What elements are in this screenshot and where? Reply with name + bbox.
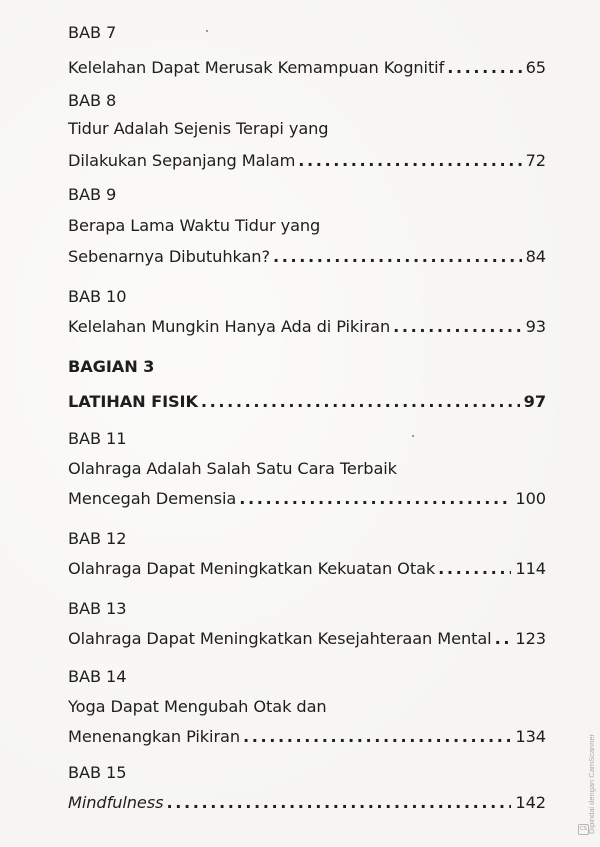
- dot-leader: [298, 148, 521, 174]
- page-number: 72: [525, 151, 546, 170]
- camscanner-icon: CS: [578, 824, 589, 835]
- toc-entry: [68, 724, 546, 750]
- dot-leader: [393, 314, 521, 340]
- toc-entry-line: [68, 116, 546, 142]
- entry-title: Dilakukan Sepanjang Malam: [68, 151, 296, 170]
- dot-leader: [201, 389, 520, 415]
- dot-leader: [166, 790, 511, 816]
- chapter-heading: BAB 8: [68, 91, 117, 110]
- page-number: 100: [515, 489, 546, 508]
- watermark-text: Dipindai dengan CamScanner: [587, 733, 596, 834]
- dot-leader: [447, 55, 521, 81]
- entry-title: Olahraga Dapat Meningkatkan Kesejahteraan Mental: [68, 629, 492, 648]
- entry-title: Kelelahan Mungkin Hanya Ada di Pikiran: [68, 317, 391, 336]
- dot-leader: [239, 486, 511, 512]
- toc-entry: [68, 626, 546, 652]
- chapter-heading: BAB 12: [68, 529, 127, 548]
- toc-entry: [68, 55, 546, 81]
- chapter-heading: BAB 11: [68, 429, 127, 448]
- chapter-heading: BAB 15: [68, 763, 127, 782]
- toc-entry: [68, 148, 546, 174]
- entry-title: Olahraga Dapat Meningkatkan Kekuatan Otak: [68, 559, 436, 578]
- entry-title: Mindfulness: [68, 793, 164, 812]
- entry-title: Yoga Dapat Mengubah Otak dan: [68, 697, 327, 716]
- entry-title: Sebenarnya Dibutuhkan?: [68, 247, 270, 266]
- chapter-heading: BAB 7: [68, 23, 117, 42]
- dot-leader: [273, 244, 522, 270]
- toc-entry: [68, 244, 546, 270]
- page-number: 93: [525, 317, 546, 336]
- entry-title: Olahraga Adalah Salah Satu Cara Terbaik: [68, 459, 397, 478]
- toc-entry-line: [68, 456, 546, 482]
- page-number: 142: [515, 793, 546, 812]
- chapter-heading: BAB 10: [68, 287, 127, 306]
- toc-entry-line: [68, 213, 546, 239]
- chapter-heading: BAB 9: [68, 185, 117, 204]
- page-number: 84: [525, 247, 546, 266]
- entry-title: Berapa Lama Waktu Tidur yang: [68, 216, 321, 235]
- toc-entry: [68, 556, 546, 582]
- part-heading: BAGIAN 3: [68, 357, 155, 376]
- dot-leader: [495, 626, 512, 652]
- toc-entry-line: [68, 694, 546, 720]
- entry-title: LATIHAN FISIK: [68, 392, 198, 411]
- toc-entry: [68, 486, 546, 512]
- scanner-watermark: [573, 733, 596, 836]
- toc-entry: [68, 389, 546, 415]
- scan-speck: [206, 30, 208, 32]
- toc-entry: [68, 790, 546, 816]
- page-number: 134: [515, 727, 546, 746]
- dot-leader: [243, 724, 511, 750]
- page-number: 97: [523, 392, 546, 411]
- entry-title: Kelelahan Dapat Merusak Kemampuan Kognitif: [68, 58, 445, 77]
- chapter-heading: BAB 14: [68, 667, 127, 686]
- page-number: 114: [515, 559, 546, 578]
- toc-entry: [68, 314, 546, 340]
- scan-speck: [412, 435, 414, 437]
- entry-title: Mencegah Demensia: [68, 489, 237, 508]
- entry-title: Menenangkan Pikiran: [68, 727, 240, 746]
- dot-leader: [438, 556, 511, 582]
- chapter-heading: BAB 13: [68, 599, 127, 618]
- entry-title: Tidur Adalah Sejenis Terapi yang: [68, 119, 329, 138]
- page-number: 65: [525, 58, 546, 77]
- page-number: 123: [515, 629, 546, 648]
